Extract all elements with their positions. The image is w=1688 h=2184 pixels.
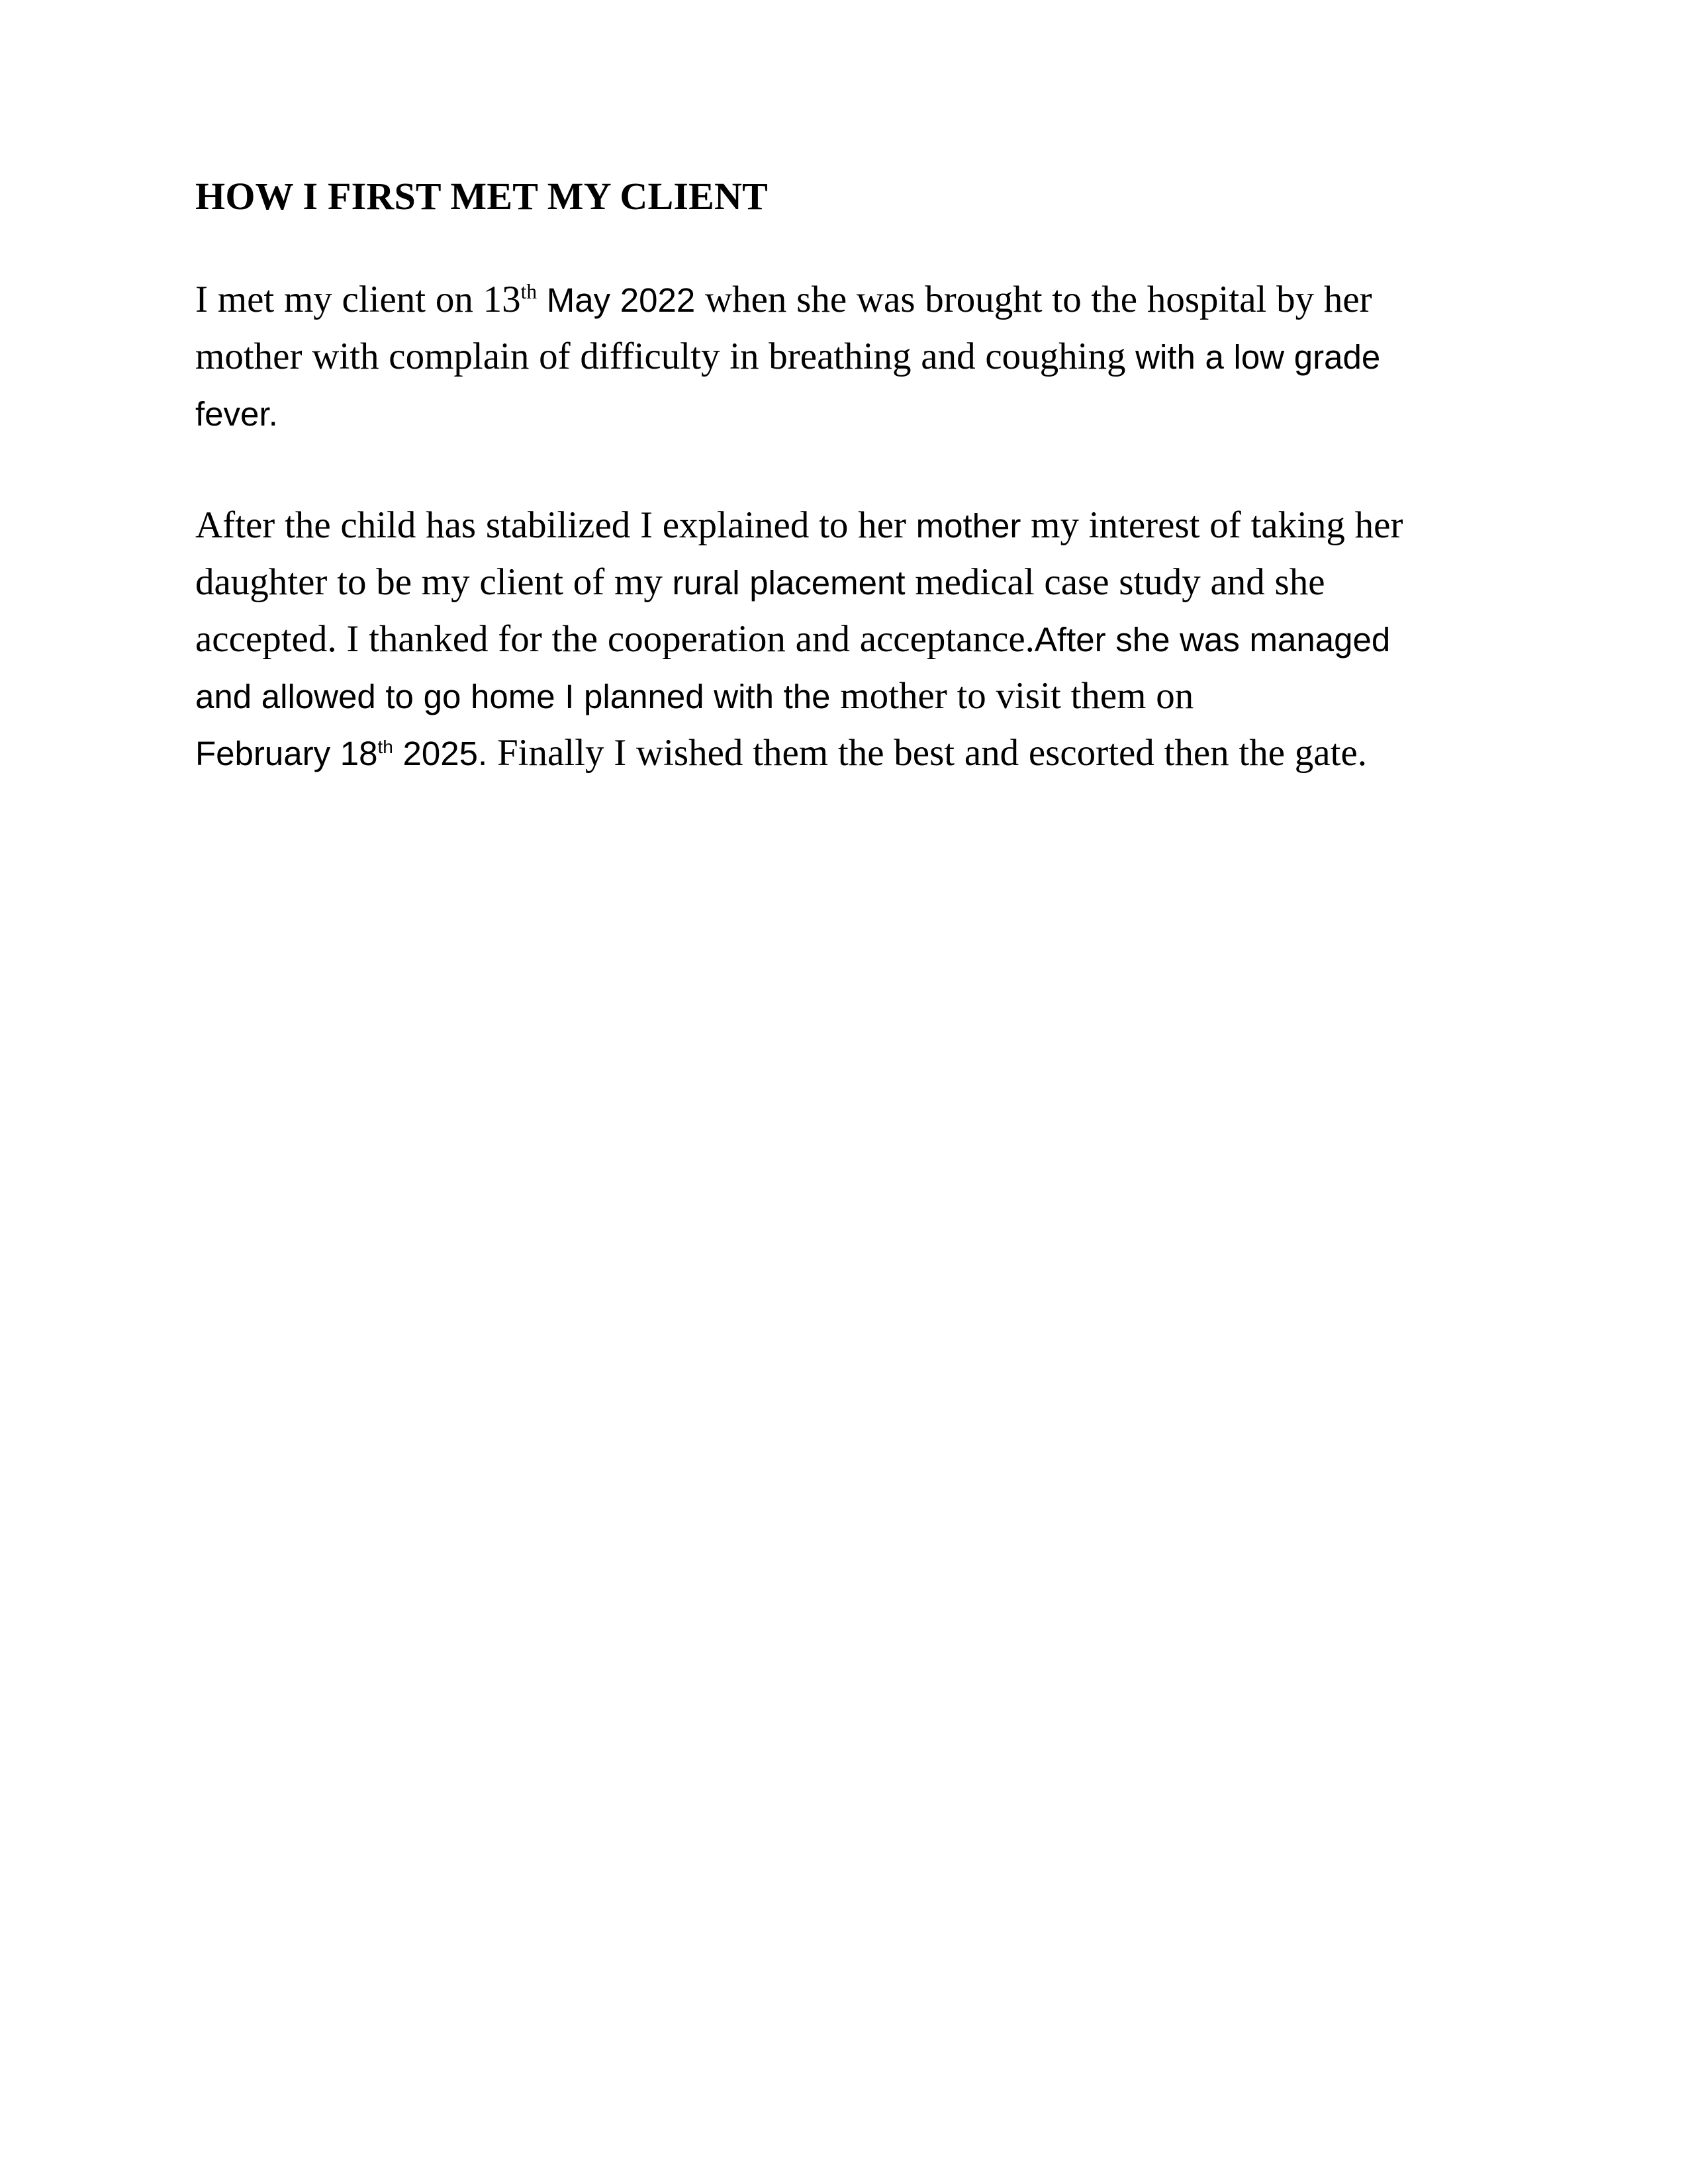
paragraph-1-run-1: I met my client on 13 bbox=[195, 279, 521, 320]
paragraph-1-run-3: when she was brought to the hospital by her mother with complain of difficulty in breathing and coughing bbox=[195, 279, 1372, 378]
page-title: HOW I FIRST MET MY CLIENT bbox=[195, 175, 768, 218]
paragraph-2-run-8 bbox=[195, 735, 487, 772]
paragraph-2-run-2: mother bbox=[906, 507, 1021, 545]
paragraph-2-run-4: rural placement bbox=[662, 564, 906, 602]
paragraph-1 bbox=[195, 271, 1440, 442]
ordinal-suffix-13th: th bbox=[520, 280, 538, 303]
paragraph-2-run-5: medical case study and she accepted. I thanked for the cooperation and acceptance. bbox=[195, 561, 1325, 660]
paragraph-1-run-4: with a low grade fever. bbox=[195, 338, 1381, 433]
paragraph-2-date-day: February 18 bbox=[195, 735, 378, 773]
paragraph-2-run-7: mother to visit them on bbox=[830, 675, 1194, 717]
paragraph-2-run-3: my interest of taking her daughter to be my client of my bbox=[195, 504, 1403, 604]
paragraph-1-run-2: May 2022 bbox=[537, 281, 696, 319]
document-body bbox=[195, 177, 1440, 782]
paragraph-2-run-1: After the child has stabilized I explained to her bbox=[195, 504, 906, 547]
paragraph-2 bbox=[195, 497, 1440, 782]
paragraph-2-run-9: Finally I wished them the best and escorted then the gate. bbox=[487, 732, 1367, 774]
paragraph-2-run-6: After she was managed and allowed to go home I planned with the bbox=[195, 621, 1391, 716]
paragraph-2-date-year: 2025. bbox=[393, 735, 488, 773]
ordinal-suffix-18th: th bbox=[377, 737, 393, 758]
